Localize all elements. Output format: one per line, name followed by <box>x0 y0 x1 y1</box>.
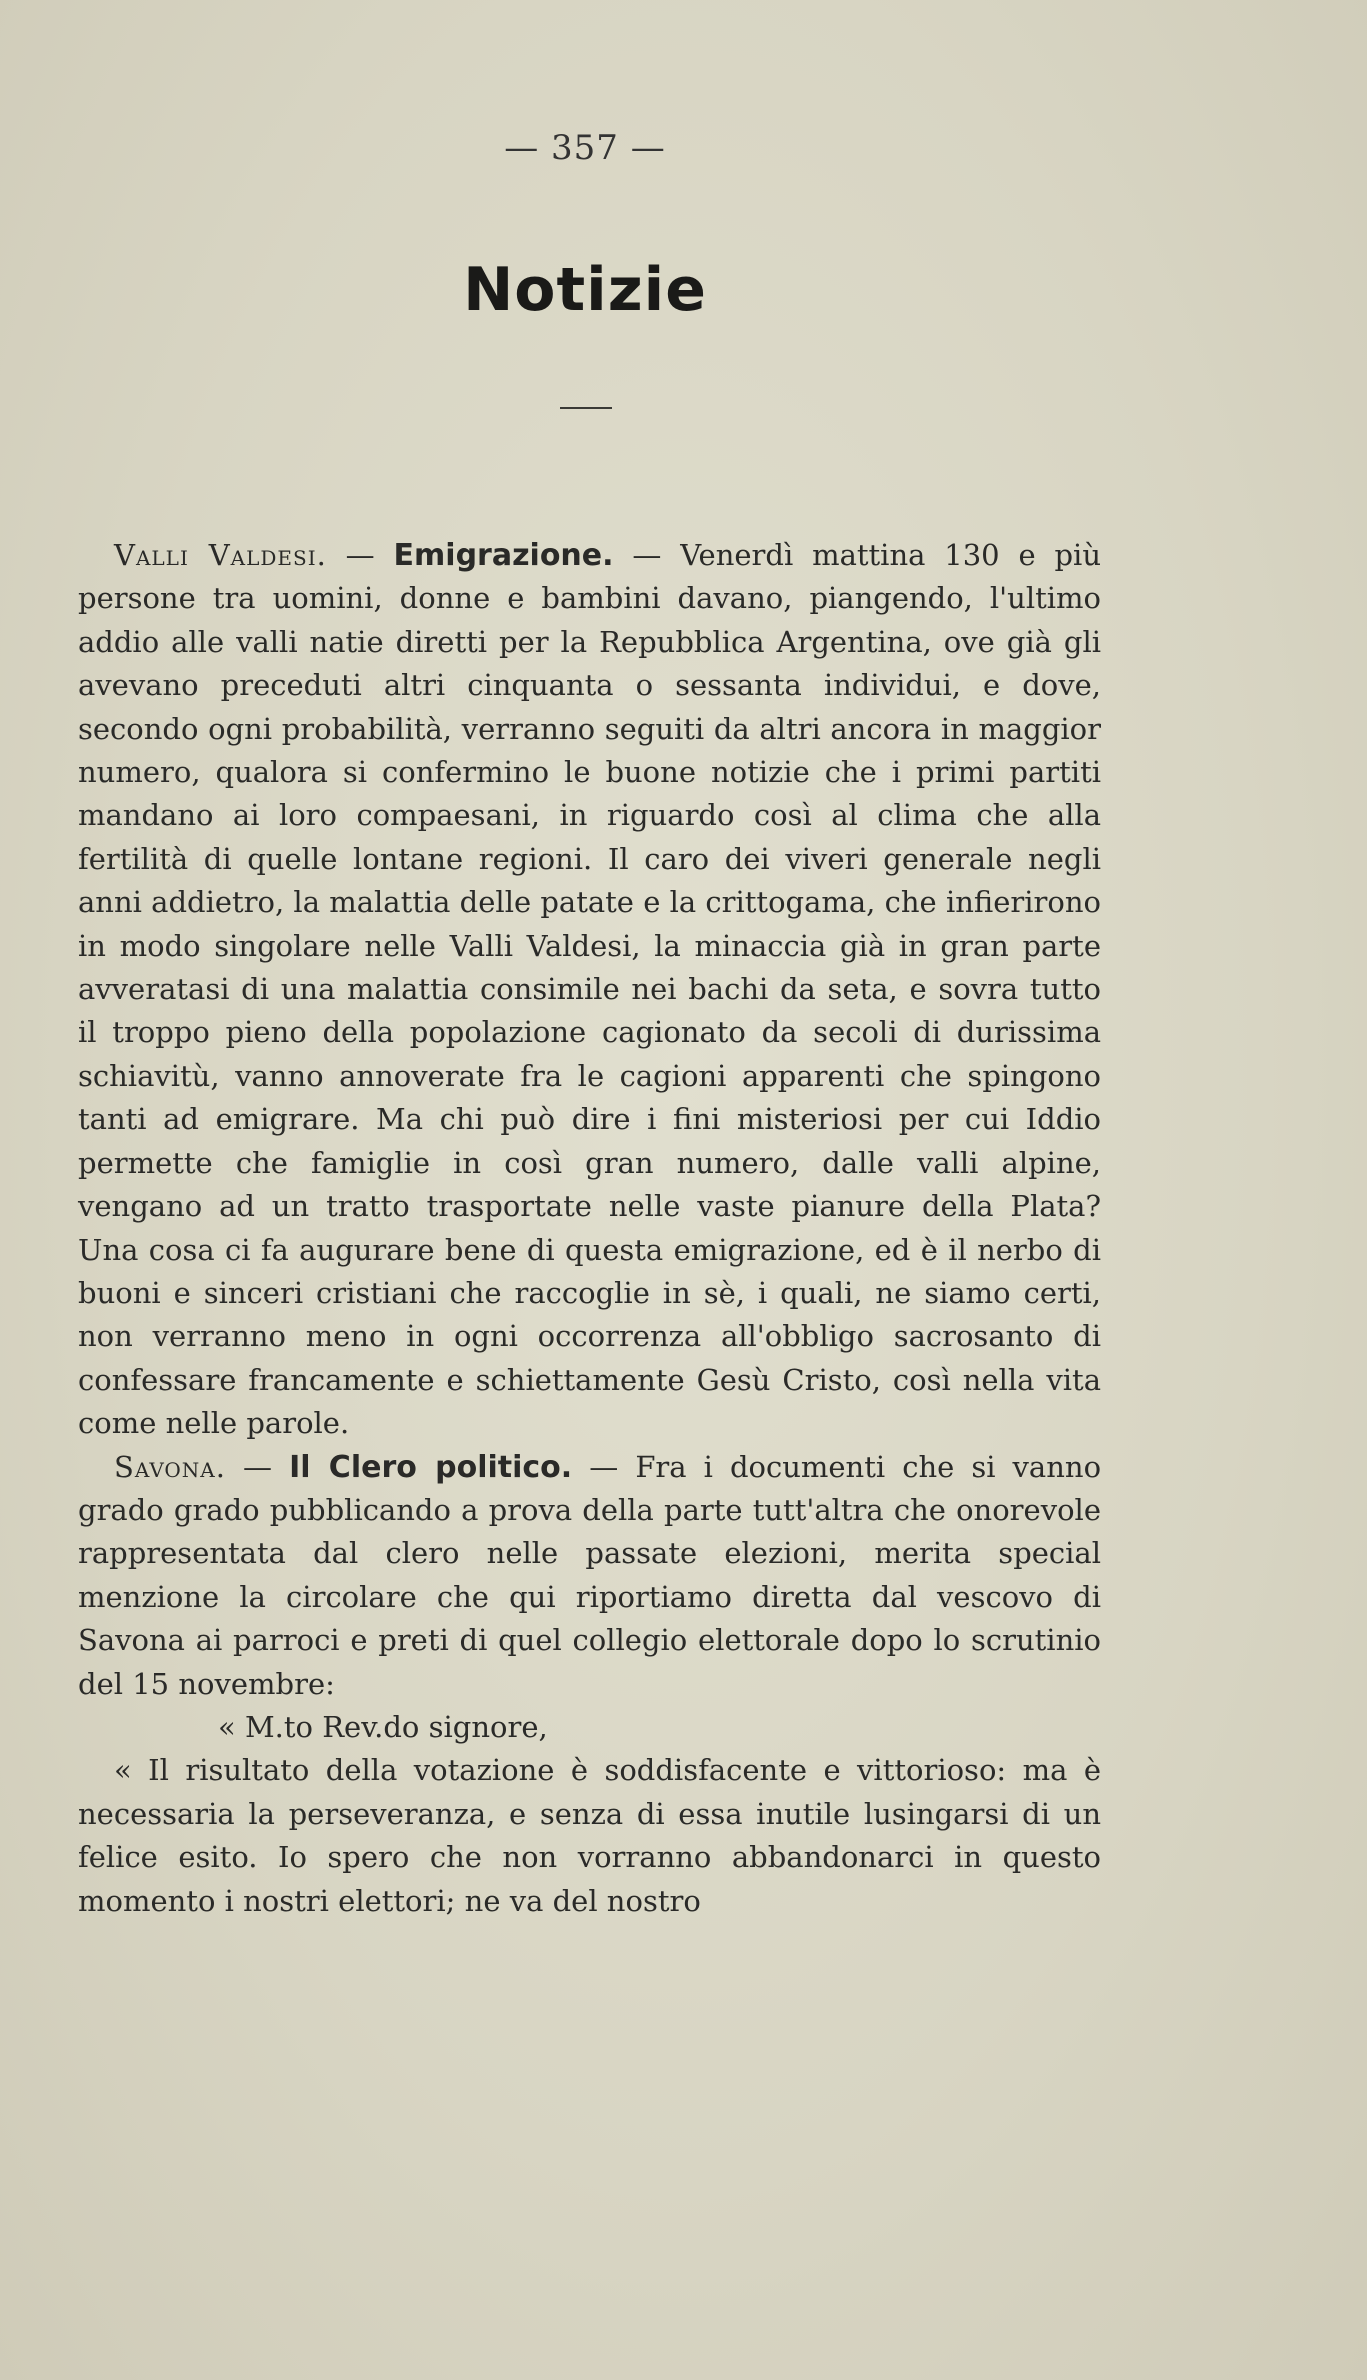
article-clero-politico <box>78 1446 1101 1706</box>
article-dash: — <box>572 1449 636 1484</box>
article-dash: — <box>326 538 394 572</box>
article-dash: — <box>225 1449 290 1484</box>
page-number: — 357 — <box>504 128 666 168</box>
article-body: Fra i documenti che si vanno grado grado pubblicando a prova della parte tutt'altra che onorevole rappresentata dal clero nelle passate elezioni, merita special menzione la circolare che qui riportiamo diretta dal vescovo di Savona ai parroci e preti di quel collegio elettorale dopo lo scrutinio del 15 novembre: <box>78 1449 1102 1701</box>
article-dash: — <box>613 538 681 572</box>
article-place: Valli Valdesi. <box>114 538 327 572</box>
letter-body: « Il risultato della votazione è soddisfacente e vittorioso: ma è necessaria la perseveranza, e senza di essa inutile lusingarsi di un felice esito. Io spero che non vorranno abbandonarci in questo momento i nostri elettori; ne va del nostro <box>78 1753 1101 1918</box>
article-place: Savona. <box>114 1449 226 1484</box>
title-rule <box>560 407 612 409</box>
article-body: Venerdì mattina 130 e più persone tra uomini, donne e bambini davano, piangendo, l'ultimo addio alle valli natie diretti per la Repubblica Argentina, ove già gli avevano preceduti altri cinquanta o sessanta individui, e dove, secondo ogni probabilità, verranno seguiti da altri ancora in maggior numero, qualora si confermino le buone notizie che i primi partiti mandano ai loro compaesani, in riguardo così al clima che alla fertilità di quelle lontane regioni. Il caro dei viveri generale negli anni addietro, la malattia delle patate e la crittogama, che infierirono in modo singolare nelle Valli Valdesi, la minaccia già in gran parte avveratasi di una malattia consimile nei bachi da seta, e sovra tutto il troppo pieno della popolazione cagionato da secoli di durissima schiavitù, vanno annoverate fra le cagioni apparenti che spingono tanti ad emigrare. Ma chi può dire i fini misteriosi per cui Iddio permette che famiglie in così gran numero, dalle valli alpine, vengano ad un tratto trasportate nelle vaste pianure della Plata? Una cosa ci fa augurare bene di questa emigrazione, ed è il nerbo di buoni e sinceri cristiani che raccoglie in sè, i quali, ne siamo certi, non verranno meno in ogni occorrenza all'obbligo sacrosanto di confessare francamente e schiettamente Gesù Cristo, così nella vita come nelle parole. <box>78 538 1101 1441</box>
section-title: Notizie <box>463 255 707 325</box>
article-heading: Il Clero politico. <box>289 1449 573 1485</box>
article-emigrazione <box>78 534 1101 1446</box>
article-heading: Emigrazione. <box>393 538 614 573</box>
body-text <box>78 534 1101 1923</box>
letter-salutation: « M.to Rev.do signore, <box>218 1709 548 1744</box>
